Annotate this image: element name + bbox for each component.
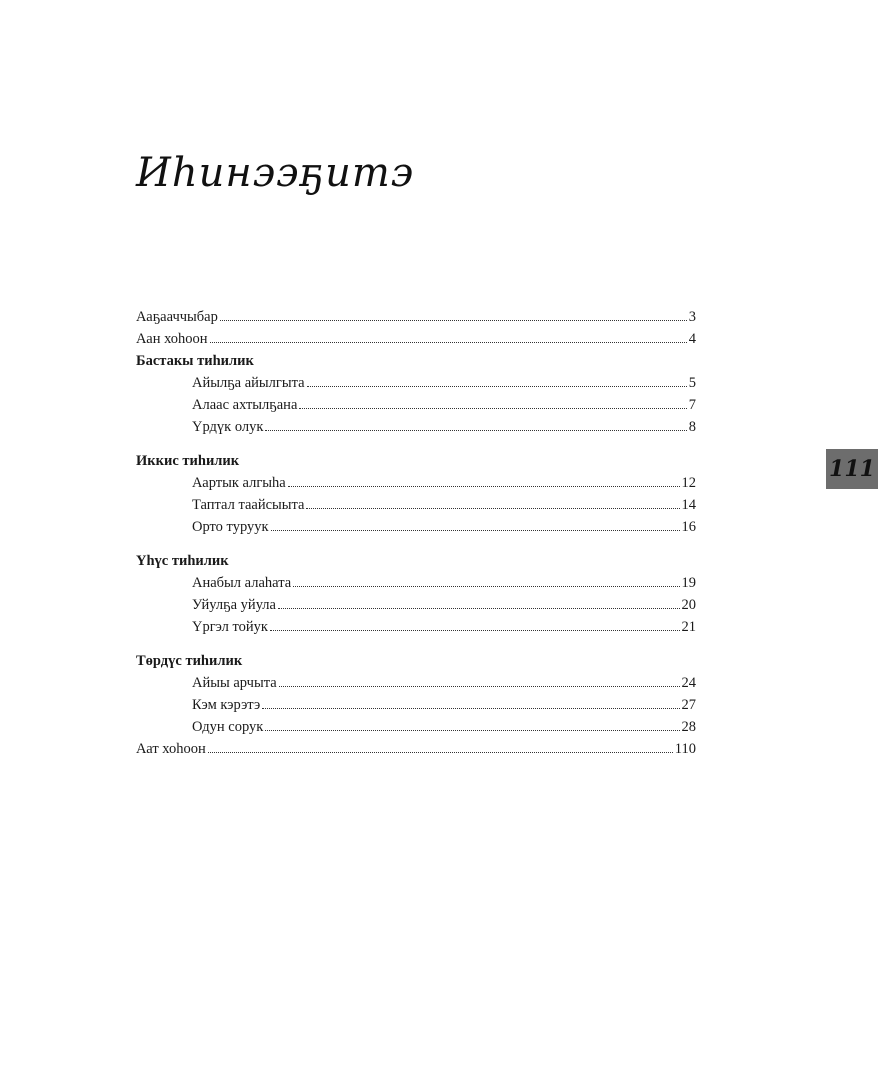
toc-entry-label: Айыы арчыта — [192, 675, 277, 691]
toc-entry[interactable] — [136, 306, 696, 328]
toc-entry-page: 12 — [681, 475, 696, 491]
toc-entry[interactable] — [136, 494, 696, 516]
dot-leader — [288, 486, 680, 487]
toc-entry[interactable] — [136, 516, 696, 538]
toc-entry-label: Кэм кэрэтэ — [192, 697, 261, 713]
toc-entry-page: 24 — [681, 675, 696, 691]
dot-leader — [279, 686, 680, 687]
dot-leader — [208, 752, 673, 753]
toc-entry-label: Аат хоһоон — [136, 741, 206, 757]
section-gap — [136, 538, 696, 550]
toc-entry[interactable] — [136, 616, 696, 638]
toc-entry[interactable] — [136, 572, 696, 594]
toc-entry-page: 8 — [688, 419, 696, 435]
dot-leader — [278, 608, 680, 609]
section-gap — [136, 638, 696, 650]
toc-entry-label: Уйулҕа уйула — [192, 597, 276, 613]
toc-entry[interactable] — [136, 328, 696, 350]
toc-entry-page: 3 — [688, 309, 696, 325]
toc-entry-label: Үргэл тойук — [192, 619, 268, 635]
section-gap — [136, 438, 696, 450]
toc-entry[interactable] — [136, 416, 696, 438]
toc-entry[interactable] — [136, 738, 696, 760]
dot-leader — [265, 730, 679, 731]
page-title: Иһинээҕитэ — [136, 150, 415, 196]
toc-entry-label: Ааҕааччыбар — [136, 309, 218, 325]
dot-leader — [270, 630, 680, 631]
page-number-tab: 111 — [826, 449, 878, 489]
toc-entry-page: 20 — [681, 597, 696, 613]
toc-entry-label: Таптал таайсыыта — [192, 497, 305, 513]
toc-entry[interactable] — [136, 372, 696, 394]
section-heading: Төрдүс тиһилик — [136, 653, 243, 669]
toc-entry-label: Айылҕа айылгыта — [192, 375, 305, 391]
dot-leader — [299, 408, 686, 409]
toc-entry-page: 27 — [681, 697, 696, 713]
toc-entry-page: 4 — [688, 331, 696, 347]
toc-entry-page: 14 — [681, 497, 696, 513]
toc-entry-page: 28 — [681, 719, 696, 735]
section-heading: Бастакы тиһилик — [136, 353, 254, 369]
table-of-contents — [136, 306, 696, 760]
toc-entry-page: 19 — [681, 575, 696, 591]
toc-entry[interactable] — [136, 672, 696, 694]
toc-entry-page: 21 — [681, 619, 696, 635]
toc-entry-label: Одун сорук — [192, 719, 264, 735]
toc-entry[interactable] — [136, 716, 696, 738]
dot-leader — [307, 386, 687, 387]
toc-entry[interactable] — [136, 394, 696, 416]
dot-leader — [262, 708, 679, 709]
toc-entry-label: Орто туруук — [192, 519, 269, 535]
toc-entry-page: 5 — [688, 375, 696, 391]
dot-leader — [220, 320, 687, 321]
dot-leader — [306, 508, 679, 509]
section-heading: Иккис тиһилик — [136, 453, 240, 469]
toc-entry[interactable] — [136, 472, 696, 494]
toc-entry-label: Алаас ахтылҕана — [192, 397, 298, 413]
toc-entry[interactable] — [136, 594, 696, 616]
dot-leader — [271, 530, 680, 531]
toc-entry[interactable] — [136, 694, 696, 716]
toc-entry-label: Үрдүк олук — [192, 419, 264, 435]
toc-entry-label: Аартык алгыһа — [192, 475, 286, 491]
toc-entry-page: 110 — [674, 741, 696, 757]
toc-entry-page: 16 — [681, 519, 696, 535]
section-heading: Үһүс тиһилик — [136, 553, 229, 569]
toc-entry-label: Аан хоһоон — [136, 331, 208, 347]
toc-entry-page: 7 — [688, 397, 696, 413]
toc-entry-label: Анабыл алаһата — [192, 575, 292, 591]
dot-leader — [210, 342, 687, 343]
dot-leader — [293, 586, 679, 587]
dot-leader — [265, 430, 686, 431]
